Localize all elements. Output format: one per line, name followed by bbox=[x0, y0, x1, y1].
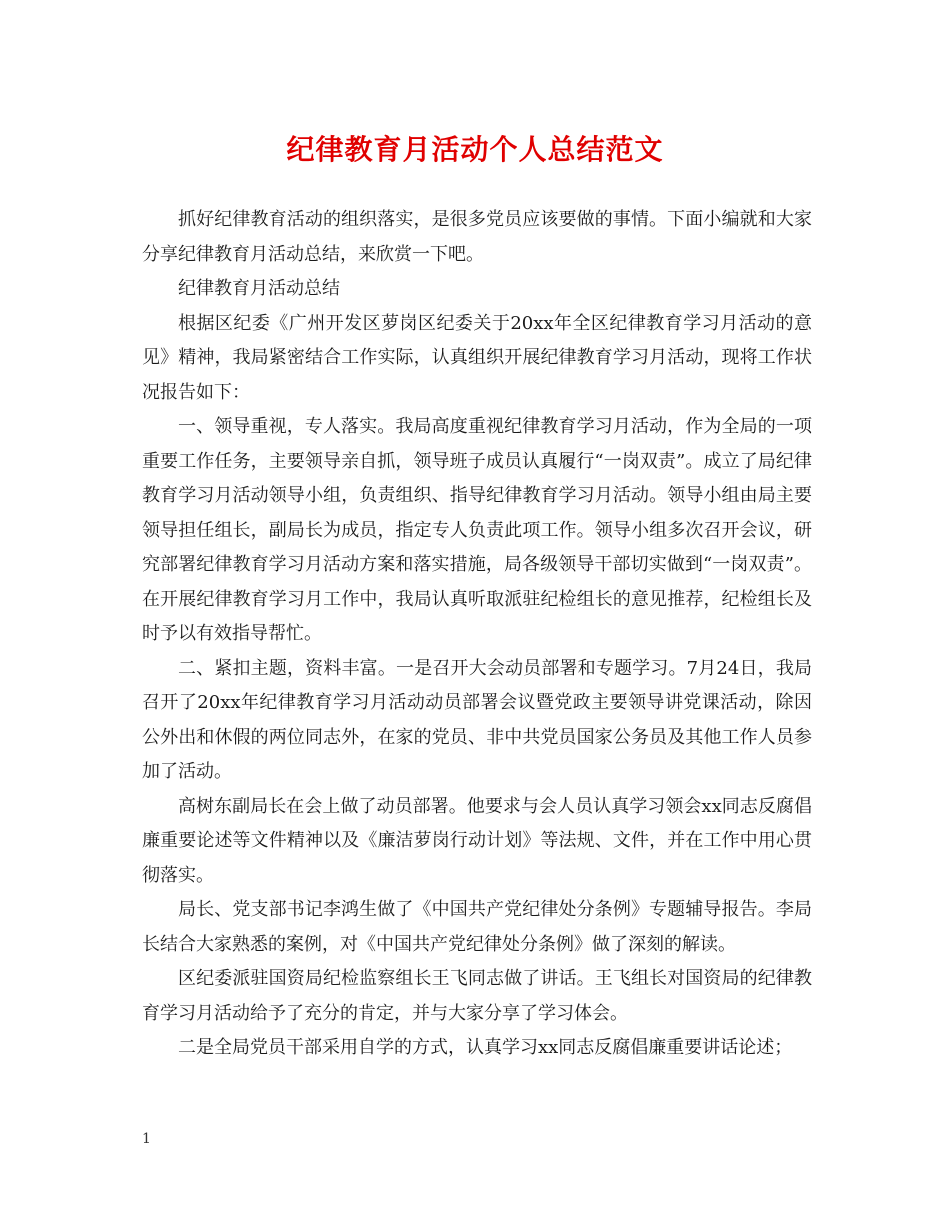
page-number: 1 bbox=[142, 1131, 151, 1147]
paragraph-deputy-director: 高树东副局长在会上做了动员部署。他要求与会人员认真学习领会xx同志反腐倡廉重要论述等文件精神以及《廉洁萝岗行动计划》等法规、文件，并在工作中用心贯彻落实。 bbox=[142, 795, 812, 886]
paragraph-self-study: 二是全局党员干部采用自学的方式，认真学习xx同志反腐倡廉重要讲话论述； bbox=[178, 1037, 793, 1058]
paragraph-director-report: 局长、党支部书记李鸿生做了《中国共产党纪律处分条例》专题辅导报告。李局长结合大家熟悉的案例，对《中国共产党纪律处分条例》做了深刻的解读。 bbox=[142, 899, 812, 955]
paragraph-section-one: 一、领导重视，专人落实。我局高度重视纪律教育学习月活动，作为全局的一项重要工作任务，主要领导亲自抓，领导班子成员认真履行“一岗双责”。成立了局纪律教育学习月活动领导小组，负责组织、指导纪律教育学习月活动。领导小组由局主要领导担任组长，副局长为成员，指定专人负责此项工作。领导小组多次召开会议，研究部署纪律教育学习月活动方案和落实措施，局各级领导干部切实做到“一岗双责”。在开展纪律教育学习月工作中，我局认真听取派驻纪检组长的意见推荐，纪检组长及时予以有效指导帮忙。 bbox=[142, 416, 812, 644]
paragraph-subtitle: 纪律教育月活动总结 bbox=[178, 278, 340, 299]
paragraph-background: 根据区纪委《广州开发区萝岗区纪委关于20xx年全区纪律教育学习月活动的意见》精神，我局紧密结合工作实际，认真组织开展纪律教育学习月活动，现将工作状况报告如下： bbox=[142, 312, 812, 403]
paragraph-section-two: 二、紧扣主题，资料丰富。一是召开大会动员部署和专题学习。7月24日，我局召开了20xx年纪律教育学习月活动动员部署会议暨党政主要领导讲党课活动，除因公外出和休假的两位同志外，在家的党员、非中共党员国家公务员及其他工作人员参加了活动。 bbox=[142, 657, 812, 782]
paragraph-inspection-speech: 区纪委派驻国资局纪检监察组长王飞同志做了讲话。王飞组长对国资局的纪律教育学习月活动给予了充分的肯定，并与大家分享了学习体会。 bbox=[142, 968, 812, 1024]
document-title: 纪律教育月活动个人总结范文 bbox=[286, 133, 664, 166]
paragraph-intro: 抓好纪律教育活动的组织落实，是很多党员应该要做的事情。下面小编就和大家分享纪律教育月活动总结，来欣赏一下吧。 bbox=[142, 209, 812, 265]
document-body bbox=[142, 203, 812, 1066]
